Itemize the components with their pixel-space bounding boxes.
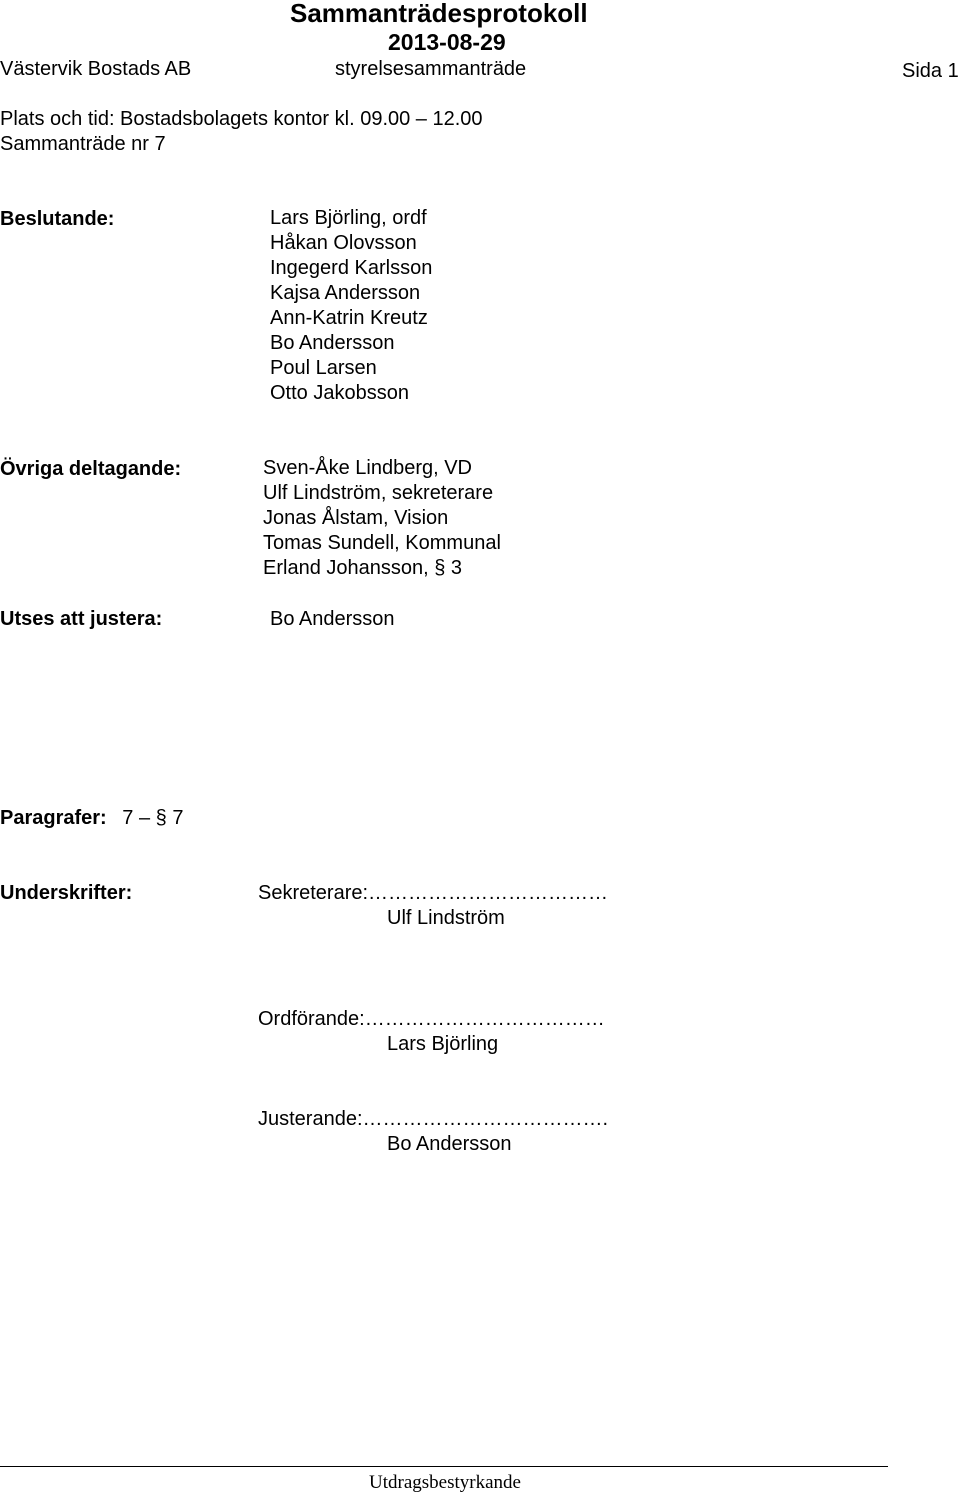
footer-divider [0, 1466, 888, 1467]
paragraphs-row [0, 808, 183, 828]
participant: Jonas Ålstam, Vision [263, 507, 449, 529]
signature-role-secretary: Sekreterare:……………………………… [258, 882, 609, 904]
adjuster-name: Bo Andersson [270, 608, 395, 630]
participant: Sven-Åke Lindberg, VD [263, 457, 473, 479]
participant: Erland Johansson, § 3 [263, 557, 463, 579]
company-name: Västervik Bostads AB [0, 58, 192, 80]
participant: Tomas Sundell, Kommunal [263, 532, 501, 554]
place-and-time: Plats och tid: Bostadsbolagets kontor kl. 09.00 – 12.00 [0, 108, 483, 130]
adjuster-label: Utses att justera: [0, 608, 163, 630]
paragraphs-value: 7 – § 7 [122, 807, 184, 829]
decision-makers-list [270, 206, 432, 406]
decision-maker: Lars Björling, ordf [270, 207, 427, 229]
paragraphs-label: Paragrafer: [0, 807, 107, 829]
meeting-type: styrelsesammanträde [335, 58, 527, 80]
footer-certification: Utdragsbestyrkande [369, 1472, 521, 1493]
decision-maker: Kajsa Andersson [270, 282, 421, 304]
decision-maker: Ann-Katrin Kreutz [270, 307, 428, 329]
page-number: Sida 1 [902, 60, 959, 82]
decision-makers-label: Beslutande: [0, 208, 115, 230]
participant: Ulf Lindström, sekreterare [263, 482, 494, 504]
signatures-label: Underskrifter: [0, 882, 133, 904]
decision-maker: Ingegerd Karlsson [270, 257, 433, 279]
signature-name-secretary: Ulf Lindström [387, 907, 505, 929]
decision-maker: Poul Larsen [270, 357, 377, 379]
decision-maker: Håkan Olovsson [270, 232, 417, 254]
signature-role-adjuster: Justerande:………………………………. [258, 1108, 609, 1130]
decision-maker: Bo Andersson [270, 332, 395, 354]
other-participants-list [263, 456, 501, 581]
document-title: Sammanträdesprotokoll [290, 0, 588, 28]
decision-maker: Otto Jakobsson [270, 382, 409, 404]
meeting-number: Sammanträde nr 7 [0, 133, 166, 155]
other-participants-label: Övriga deltagande: [0, 458, 182, 480]
signature-role-chair: Ordförande:……………………………… [258, 1008, 605, 1030]
signature-name-chair: Lars Björling [387, 1033, 499, 1055]
meeting-date: 2013-08-29 [388, 29, 506, 55]
signature-name-adjuster: Bo Andersson [387, 1133, 512, 1155]
